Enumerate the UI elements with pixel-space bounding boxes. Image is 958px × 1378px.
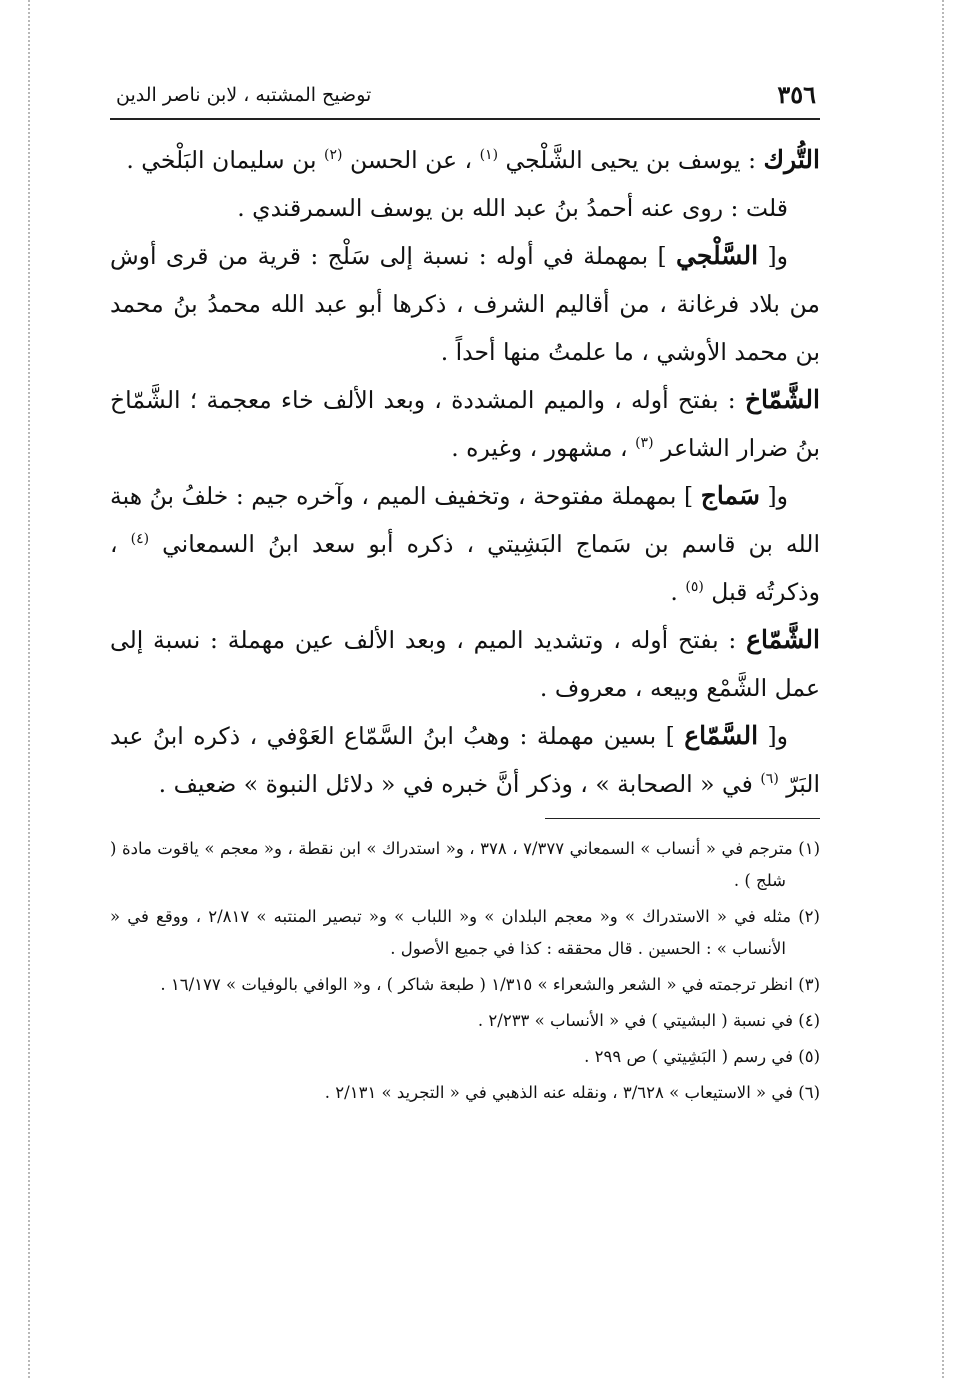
entry-prefix: و[ — [758, 242, 788, 270]
running-title: توضيح المشتبه ، لابن ناصر الدين — [116, 84, 372, 106]
entry-prefix: و[ — [759, 482, 788, 510]
footnote — [110, 1005, 820, 1037]
headword: السَّلْجي — [675, 241, 759, 270]
book-page — [110, 68, 820, 1368]
page-header — [110, 68, 820, 120]
entry-prefix: و[ — [758, 722, 788, 750]
entry-alturk — [110, 136, 820, 184]
entry-text: بن سليمان البَلْخي . — [126, 146, 324, 174]
footnote-ref[interactable]: (٦) — [760, 771, 779, 788]
footnote-text: في « الاستيعاب » ٣/٦٢٨ ، ونقله عنه الذهبي في « التجريد » ٢/١٣١ . — [324, 1083, 793, 1102]
footnote-number: (٢) — [798, 907, 820, 926]
footnotes — [110, 833, 820, 1109]
entry-text: : بفتح أوله ، والميم المشددة ، وبعد الألف خاء معجمة ؛ الشَّمّاخ بنُ ضرار الشاعر — [110, 386, 820, 462]
headword: التُّرك — [763, 145, 820, 174]
entry-note — [110, 184, 820, 232]
entry-text: في « الصحابة » ، وذكر أنَّ خبره في « دلائل النبوة » ضعيف . — [158, 770, 761, 798]
right-margin-dots — [942, 0, 944, 1378]
entry-text: : يوسف بن يحيى الشَّلْجي — [498, 146, 764, 174]
footnote-ref[interactable]: (١) — [479, 147, 499, 164]
left-margin-dots — [28, 0, 30, 1378]
page-number: ٣٥٦ — [777, 80, 816, 109]
footnote-text: في رسم ( البَشِيتي ) ص ٢٩٩ . — [584, 1047, 793, 1066]
entry-text: . — [670, 578, 686, 606]
footnote — [110, 969, 820, 1001]
footnote — [110, 1077, 820, 1109]
entry-text: : بفتح أوله ، وتشديد الميم ، وبعد الألف عين مهملة : نسبة إلى عمل الشَّمْع وبيعه ، معروف . — [110, 626, 820, 702]
headword: الشَّمّاخ — [744, 385, 820, 414]
footnote — [110, 833, 820, 897]
headword: سَماج — [700, 481, 760, 510]
entry-text: قلت : روى عنه أحمدُ بنُ عبد الله بن يوسف السمرقندي . — [237, 194, 788, 222]
footnote-ref[interactable]: (٥) — [685, 579, 704, 596]
footnote-number: (٦) — [798, 1083, 820, 1102]
footnote-number: (٣) — [798, 975, 820, 994]
headword: السَّمّاع — [684, 721, 759, 750]
entry-text: ] بمهملة مفتوحة ، وتخفيف الميم ، وآخره جيم : خلفُ بنُ هبة الله بن قاسم بن سَماج البَشِيتي ، ذكره أبو سعد ابنُ السمعاني — [110, 482, 820, 558]
footnote-ref[interactable]: (٣) — [635, 435, 654, 452]
footnote — [110, 901, 820, 965]
main-text — [110, 136, 820, 808]
entry-text: ] بمهملة في أوله : نسبة إلى سَلْج : قرية من قرى أوش من بلاد فرغانة ، من أقاليم الشرف ، ذكرها أبو عبد الله محمدُ بنُ محمد بن محمد الأوشي ، ما علمتُ منها أحداً . — [110, 242, 820, 366]
entry-text: ، وذكرتُه قبل — [110, 530, 820, 606]
footnote-text: انظر ترجمته في « الشعر والشعراء » ١/٣١٥ ( طبعة شاكر ) ، و« الوافي بالوفيات » ١٦/١٧٧ . — [160, 975, 793, 994]
footnote-ref[interactable]: (٤) — [130, 531, 150, 548]
footnote-text: مترجم في « أنساب » السمعاني ٧/٣٧٧ ، ٣٧٨ ، و« استدراك » ابن نقطة ، و« معجم » ياقوت مادة ( شلج ) . — [110, 839, 793, 890]
entry-alshammakh — [110, 376, 820, 472]
entry-text: ، مشهور ، وغيره . — [451, 434, 636, 462]
footnote-separator — [545, 818, 820, 819]
footnote-number: (٥) — [798, 1047, 820, 1066]
entry-alsammaa — [110, 712, 820, 808]
entry-alsalji — [110, 232, 820, 376]
footnote — [110, 1041, 820, 1073]
footnote-number: (٤) — [798, 1011, 820, 1030]
footnote-number: (١) — [798, 839, 820, 858]
footnote-text: مثله في « الاستدراك » و« معجم البلدان » و« اللباب » و« تبصير المنتبه » ٢/٨١٧ ، ووقع في « الأنساب » : الحسين . قال محققه : كذا في جميع الأصول . — [110, 907, 792, 958]
entry-text: ، عن الحسن — [342, 146, 480, 174]
entry-alshammaa — [110, 616, 820, 712]
entry-text: ] بسين مهملة : وهبُ ابنُ السَّمّاع العَوْفي ، ذكره ابنُ عبد البَرّ — [110, 722, 820, 798]
entry-samaj — [110, 472, 820, 616]
footnote-ref[interactable]: (٢) — [324, 147, 343, 164]
headword: الشَّمّاع — [746, 625, 820, 654]
footnote-text: في نسبة ( البشيتي ) في « الأنساب » ٢/٢٣٣ . — [477, 1011, 793, 1030]
